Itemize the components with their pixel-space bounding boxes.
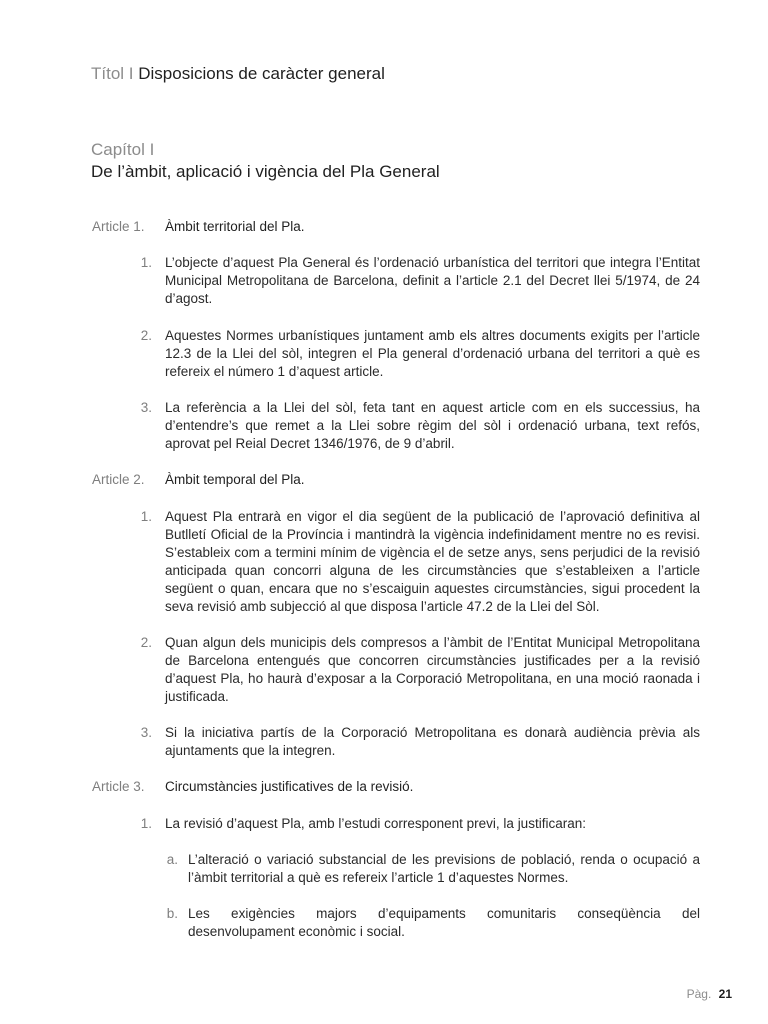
capitol-title: De l’àmbit, aplicació i vigència del Pla General (91, 162, 440, 181)
article-1-item-3-number: 3. (140, 400, 152, 415)
article-3-subitem-a-text: L’alteració o variació substancial de les previsions de població, renda o ocupació a l’àmbit territorial a què es refereix l’article 1 d’aquestes Normes. (188, 852, 700, 885)
article-3-label: Article 3. (92, 779, 145, 794)
article-2-item-2-number: 2. (140, 635, 152, 650)
article-1-item-2-number: 2. (140, 328, 152, 343)
titol-heading (91, 64, 385, 84)
article-3-subitem-b-letter: b. (166, 906, 178, 921)
article-2-item-2-text: Quan algun dels municipis dels compresos a l’àmbit de l’Entitat Municipal Metropolitana de Barcelona entengués que concorren circumstàncies justificades per a la revisió d’aquest Pla, ho haurà d’exposar a la Corporació Metropolitana, en una moció raonada i justificada. (165, 635, 700, 704)
article-2-item-1-number: 1. (140, 509, 152, 524)
article-2-title: Àmbit temporal del Pla. (165, 472, 305, 487)
page-number: 21 (718, 987, 732, 1001)
capitol-label: Capítol I (91, 140, 155, 159)
article-2-label: Article 2. (92, 472, 145, 487)
titol-label: Títol I (91, 64, 134, 83)
article-1-item-1-number: 1. (140, 255, 152, 270)
page-label: Pàg. (686, 987, 712, 1001)
article-2-item-3-text: Si la iniciativa partís de la Corporació Metropolitana es donarà audiència prèvia als ajuntaments que la integren. (165, 725, 700, 758)
article-1-title: Àmbit territorial del Pla. (165, 219, 305, 234)
titol-text: Disposicions de caràcter general (138, 64, 385, 83)
page-footer (687, 987, 732, 1001)
article-3-item-1-number: 1. (140, 816, 152, 831)
article-3-subitem-b-text: Les exigències majors d’equipaments comunitaris conseqüència del desenvolupament econòmic i social. (188, 906, 700, 939)
article-3-item-1-text: La revisió d’aquest Pla, amb l’estudi corresponent previ, la justificaran: (165, 816, 586, 831)
article-3-subitem-a-letter: a. (166, 852, 178, 867)
article-1-item-1-text: L’objecte d’aquest Pla General és l’ordenació urbanística del territori que integra l’Entitat Municipal Metropolitana de Barcelona, definit a l’article 2.1 del Decret llei 5/1974, de 24 d’agost. (165, 255, 700, 306)
article-2-item-3-number: 3. (140, 725, 152, 740)
article-1-item-2-text: Aquestes Normes urbanístiques juntament amb els altres documents exigits per l’article 12.3 de la Llei del sòl, integren el Pla general d’ordenació urbana del territori a què es refereix el número 1 d’aquest article. (165, 328, 700, 379)
article-1-item-3-text: La referència a la Llei del sòl, feta tant en aquest article com en els successius, ha d’entendre’s que remet a la Llei sobre règim del sòl i ordenació urbana, text refós, aprovat pel Reial Decret 1346/1976, de 9 d’abril. (165, 400, 700, 451)
article-2-item-1-text: Aquest Pla entrarà en vigor el dia següent de la publicació de l’aprovació definitiva al Butlletí Oficial de la Província i mantindrà la vigència indefinidament mentre no es revisi. S’estableix com a termini mínim de vigència el de setze anys, sens perjudici de la revisió anticipada quan concorri alguna de les circumstàncies que s’estableixen a l’article següent o quan, encara que no s’escaiguin aquestes circumstàncies, sigui procedent la seva revisió amb subjecció al que disposa l’article 47.2 de la Llei del Sòl. (165, 509, 700, 614)
article-1-label: Article 1. (92, 219, 145, 234)
article-3-title: Circumstàncies justificatives de la revisió. (165, 779, 414, 794)
